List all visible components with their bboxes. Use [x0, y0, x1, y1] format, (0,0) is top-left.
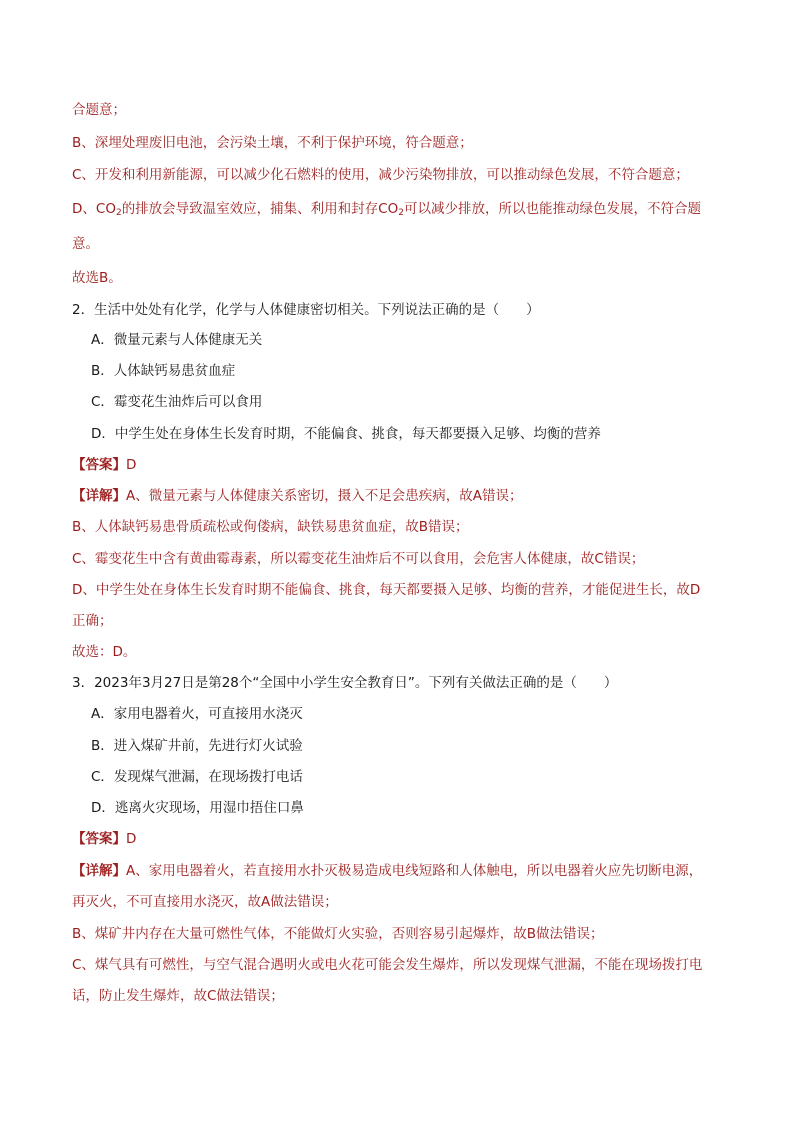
q2-option-c: C．霉变花生油炸后可以食用 — [91, 394, 263, 410]
q3-detail-b: B、煤矿井内存在大量可燃性气体，不能做灯火实验，否则容易引起爆炸，故B做法错误； — [72, 926, 604, 942]
q3-detail-a: 【详解】A、家用电器着火，若直接用水扑灭极易造成电线短路和人体触电，所以电器着火应先切断电源， — [72, 863, 703, 879]
q3-option-b: B．进入煤矿井前，先进行灯火试验 — [91, 738, 303, 754]
q3-answer: 【答案】D — [72, 831, 137, 847]
q2-detail-d-continuation: 正确； — [72, 613, 113, 629]
q3-detail-c: C、煤气具有可燃性，与空气混合遇明火或电火花可能会发生爆炸，所以发现煤气泄漏，不能在现场拨打电 — [72, 957, 703, 973]
q2-option-b: B．人体缺钙易患贫血症 — [91, 363, 236, 379]
q2-answer: 【答案】D — [72, 457, 137, 473]
q3-option-a: A．家用电器着火，可直接用水浇灭 — [91, 706, 303, 722]
q2-conclusion: 故选：D。 — [72, 644, 137, 660]
q2-stem: 2．生活中处处有化学，化学与人体健康密切相关。下列说法正确的是（ ） — [72, 302, 540, 318]
q2-option-d: D．中学生处在身体生长发育时期，不能偏食、挑食，每天都要摄入足够、均衡的营养 — [91, 426, 601, 442]
solution1-conclusion: 故选B。 — [72, 270, 122, 286]
q2-detail-d: D、中学生处在身体生长发育时期不能偏食、挑食，每天都要摄入足够、均衡的营养，才能促进生长，故D — [72, 582, 701, 598]
q3-option-d: D．逃离火灾现场，用湿巾捂住口鼻 — [91, 800, 304, 816]
solution1-option-d: D、$CO_2$的排放会导致温室效应，捕集、利用和封存$CO_2$可以减少排放，所以也能推动绿色发展，不符合题 — [72, 201, 701, 218]
solution1-option-b: B、深埋处理废旧电池，会污染土壤，不利于保护环境，符合题意； — [72, 135, 473, 151]
q3-stem: 3．2023年3月27日是第28个“全国中小学生安全教育日”。下列有关做法正确的是（ ） — [72, 675, 618, 691]
q3-option-c: C．发现煤气泄漏，在现场拨打电话 — [91, 769, 303, 785]
q2-detail-c: C、霉变花生中含有黄曲霉毒素，所以霉变花生油炸后不可以食用，会危害人体健康，故C错误； — [72, 551, 645, 567]
q2-detail-b: B、人体缺钙易患骨质疏松或佝偻病，缺铁易患贫血症，故B错误； — [72, 519, 469, 535]
solution1-option-d-continuation: 意。 — [72, 236, 99, 252]
solution1-option-c: C、开发和利用新能源，可以减少化石燃料的使用，减少污染物排放，可以推动绿色发展，不符合题意； — [72, 167, 689, 183]
q2-option-a: A．微量元素与人体健康无关 — [91, 332, 263, 348]
q3-detail-a-continuation: 再灭火，不可直接用水浇灭，故A做法错误； — [72, 894, 338, 910]
solution1-continuation: 合题意； — [72, 102, 126, 118]
q2-detail-a: 【详解】A、微量元素与人体健康关系密切，摄入不足会患疾病，故A错误； — [72, 488, 523, 504]
q3-detail-c-continuation: 话，防止发生爆炸，故C做法错误； — [72, 988, 284, 1004]
